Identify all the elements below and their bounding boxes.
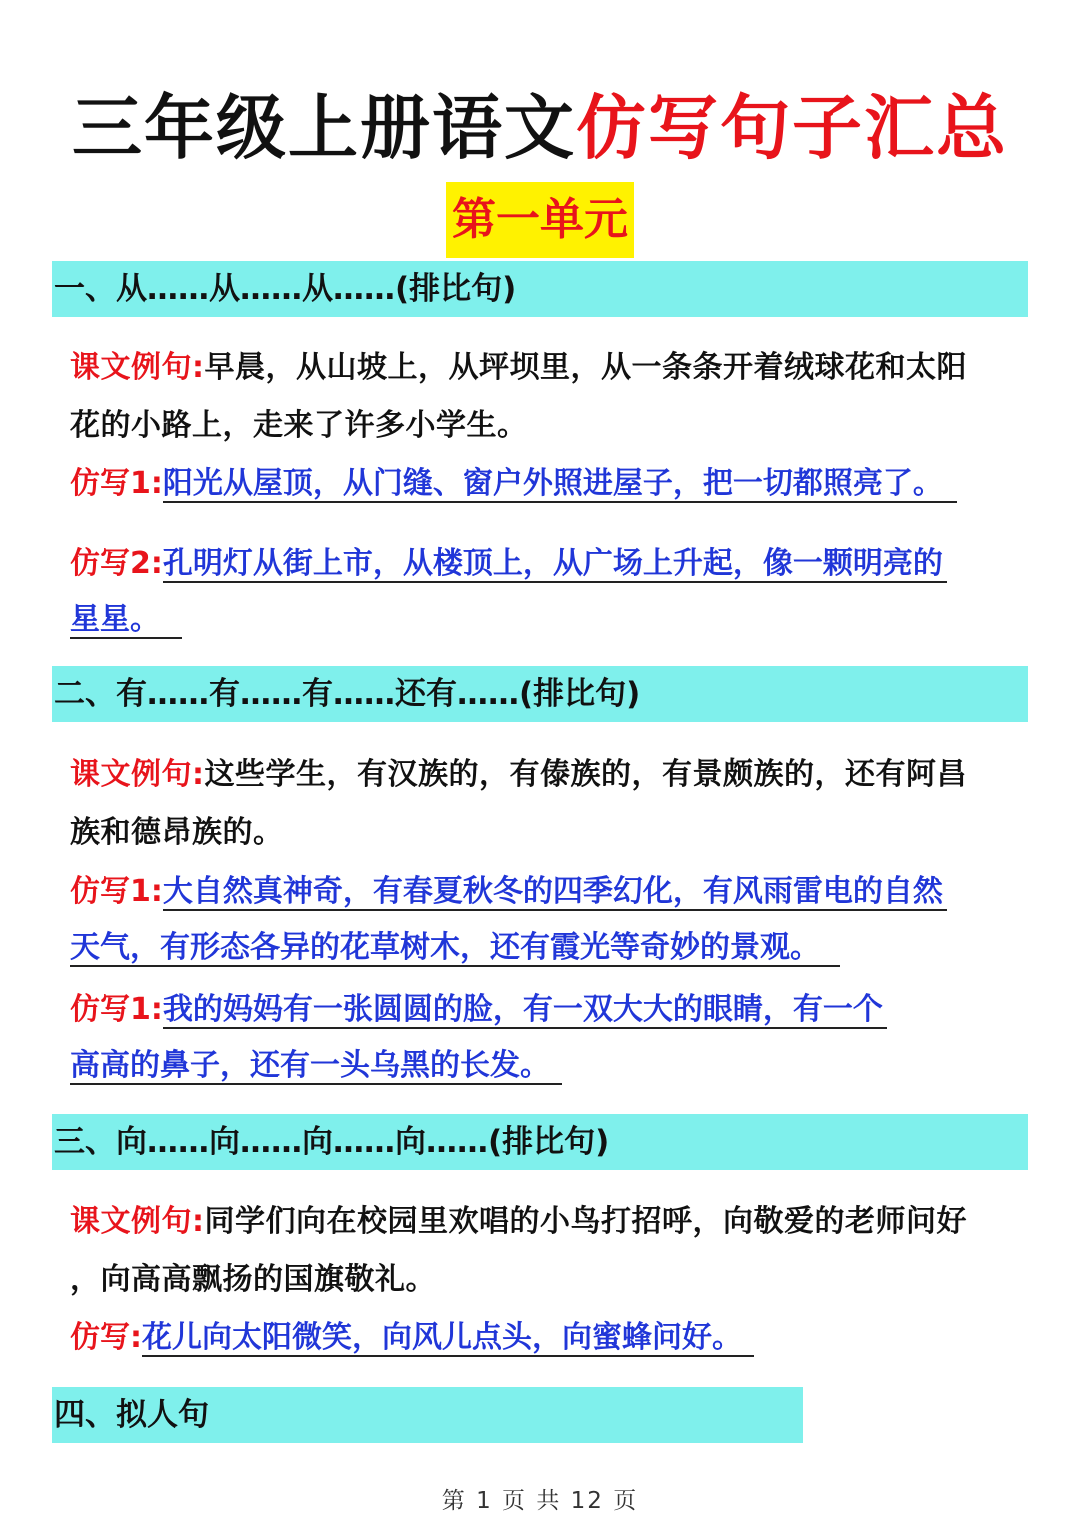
example-sentence-3 bbox=[70, 1193, 1030, 1309]
example-text: 同学们向在校园里欢唱的小鸟打招呼，向敬爱的老师问好 bbox=[204, 1204, 967, 1239]
example-line bbox=[70, 1193, 1030, 1251]
example-sentence-1 bbox=[70, 339, 1030, 455]
imitation-text: 花儿向太阳微笑，向风儿点头，向蜜蜂问好。 bbox=[142, 1320, 754, 1357]
imitation-label: 仿写1: bbox=[70, 466, 163, 501]
section-header-4: 四、拟人句 bbox=[52, 1387, 803, 1443]
example-line: 花的小路上，走来了许多小学生。 bbox=[70, 408, 528, 443]
page-footer: 第 1 页 共 12 页 bbox=[441, 1488, 639, 1514]
example-label: 课文例句: bbox=[70, 350, 205, 385]
example-sentence-2 bbox=[70, 746, 1030, 862]
example-text: 这些学生，有汉族的，有傣族的，有景颇族的，还有阿昌 bbox=[204, 757, 967, 792]
imitation-1-1 bbox=[70, 460, 957, 508]
imitation-label: 仿写2: bbox=[70, 546, 163, 581]
example-text: 早晨，从山坡上，从坪坝里，从一条条开着绒球花和太阳 bbox=[204, 350, 967, 385]
section-header-2: 二、有……有……有……还有……(排比句) bbox=[52, 666, 1028, 722]
example-line bbox=[70, 746, 1030, 804]
imitation-text: 天气，有形态各异的花草树木，还有霞光等奇妙的景观。 bbox=[70, 930, 840, 967]
title-red-part: 仿写句子汇总 bbox=[576, 87, 1008, 169]
title-black-part: 三年级上册语文 bbox=[72, 87, 576, 169]
imitation-1-2 bbox=[70, 540, 947, 588]
imitation-1-2-cont bbox=[70, 596, 182, 644]
imitation-2-1 bbox=[70, 868, 947, 916]
example-line: 族和德昂族的。 bbox=[70, 815, 284, 850]
section-header-3: 三、向……向……向……向……(排比句) bbox=[52, 1114, 1028, 1170]
imitation-2-2 bbox=[70, 986, 887, 1034]
imitation-2-1-cont bbox=[70, 924, 840, 972]
imitation-text: 高高的鼻子，还有一头乌黑的长发。 bbox=[70, 1048, 562, 1085]
example-line bbox=[70, 339, 1030, 397]
imitation-3-1 bbox=[70, 1314, 754, 1362]
example-label: 课文例句: bbox=[70, 1204, 205, 1239]
example-line: ，向高高飘扬的国旗敬礼。 bbox=[70, 1262, 436, 1297]
imitation-2-2-cont bbox=[70, 1042, 562, 1090]
imitation-label: 仿写1: bbox=[70, 874, 163, 909]
imitation-text: 大自然真神奇，有春夏秋冬的四季幻化，有风雨雷电的自然 bbox=[163, 874, 947, 911]
example-label: 课文例句: bbox=[70, 757, 205, 792]
imitation-label: 仿写1: bbox=[70, 992, 163, 1027]
imitation-label: 仿写: bbox=[70, 1320, 142, 1355]
unit-heading-wrap bbox=[0, 182, 1080, 258]
unit-heading: 第一单元 bbox=[446, 182, 634, 258]
imitation-text: 孔明灯从街上市，从楼顶上，从广场上升起，像一颗明亮的 bbox=[163, 546, 947, 583]
imitation-text: 阳光从屋顶，从门缝、窗户外照进屋子，把一切都照亮了。 bbox=[163, 466, 957, 503]
section-header-1: 一、从……从……从……(排比句) bbox=[52, 261, 1028, 317]
imitation-text: 星星。 bbox=[70, 602, 182, 639]
imitation-text: 我的妈妈有一张圆圆的脸，有一双大大的眼睛，有一个 bbox=[163, 992, 887, 1029]
page-title bbox=[0, 78, 1080, 178]
